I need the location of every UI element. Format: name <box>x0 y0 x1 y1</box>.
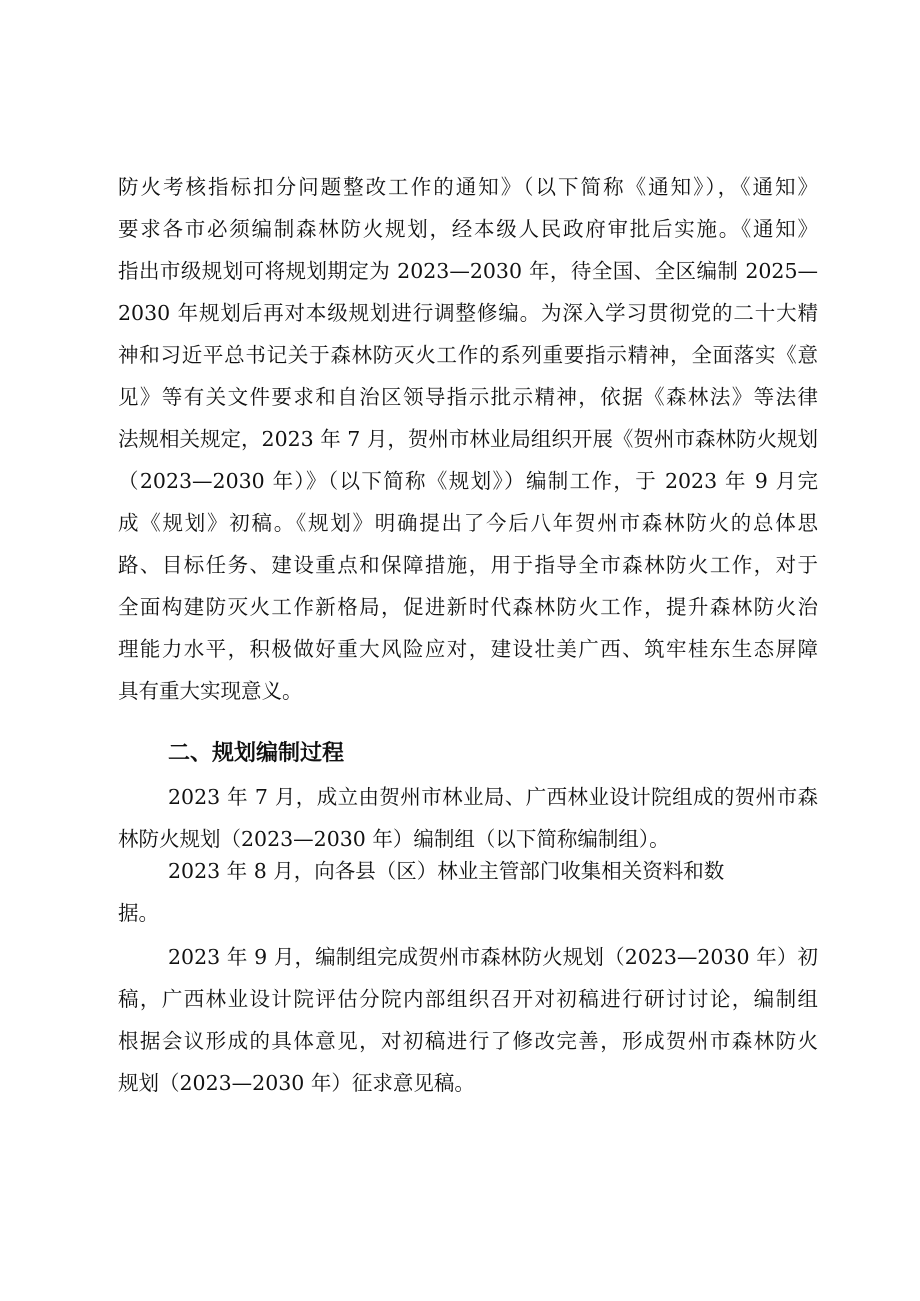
intro-line-13: 具有重大实现意义。 <box>118 679 303 703</box>
intro-line-1: 防火考核指标扣分问题整改工作的通知》（以下简称《通知》），《通知》 <box>118 175 818 199</box>
process-p3-line-4: 规划（2023—2030 年）征求意见稿。 <box>118 1071 475 1095</box>
process-p1-line-1: 2023 年 7 月，成立由贺州市林业局、广西林业设计院组成的贺州市森 <box>168 785 818 809</box>
process-p2-line-2: 据。 <box>118 901 159 925</box>
intro-line-9: 成《规划》初稿。《规划》明确提出了今后八年贺州市森林防火的总体思 <box>118 511 818 535</box>
intro-line-5: 神和习近平总书记关于森林防灭火工作的系列重要指示精神，全面落实《意 <box>118 343 818 367</box>
process-p3-line-3: 根据会议形成的具体意见，对初稿进行了修改完善，形成贺州市森林防火 <box>118 1029 818 1053</box>
intro-line-3: 指出市级规划可将规划期定为 2023—2030 年，待全国、全区编制 2025— <box>118 259 818 283</box>
intro-line-10: 路、目标任务、建设重点和保障措施，用于指导全市森林防火工作，对于 <box>118 553 818 577</box>
intro-line-11: 全面构建防灭火工作新格局，促进新时代森林防火工作，提升森林防火治 <box>118 595 818 619</box>
intro-line-2: 要求各市必须编制森林防火规划，经本级人民政府审批后实施。《通知》 <box>118 217 818 241</box>
intro-line-4: 2030 年规划后再对本级规划进行调整修编。为深入学习贯彻党的二十大精 <box>118 301 818 325</box>
intro-line-7: 法规相关规定，2023 年 7 月，贺州市林业局组织开展《贺州市森林防火规划 <box>118 427 818 451</box>
process-p2-line-1: 2023 年 8 月，向各县（区）林业主管部门收集相关资料和数 <box>168 859 725 883</box>
intro-line-12: 理能力水平，积极做好重大风险应对，建设壮美广西、筑牢桂东生态屏障 <box>118 637 818 661</box>
section-heading: 二、规划编制过程 <box>168 741 345 766</box>
intro-line-8: （2023—2030 年）》（以下简称《规划》）编制工作，于 2023 年 9 月完 <box>118 469 818 493</box>
process-p3-line-2: 稿，广西林业设计院评估分院内部组织召开对初稿进行研讨讨论，编制组 <box>118 987 818 1011</box>
intro-line-6: 见》等有关文件要求和自治区领导指示批示精神，依据《森林法》等法律 <box>118 385 818 409</box>
process-p3-line-1: 2023 年 9 月，编制组完成贺州市森林防火规划（2023—2030 年）初 <box>168 945 818 969</box>
process-p1-line-2: 林防火规划（2023—2030 年）编制组（以下简称编制组）。 <box>118 827 670 851</box>
